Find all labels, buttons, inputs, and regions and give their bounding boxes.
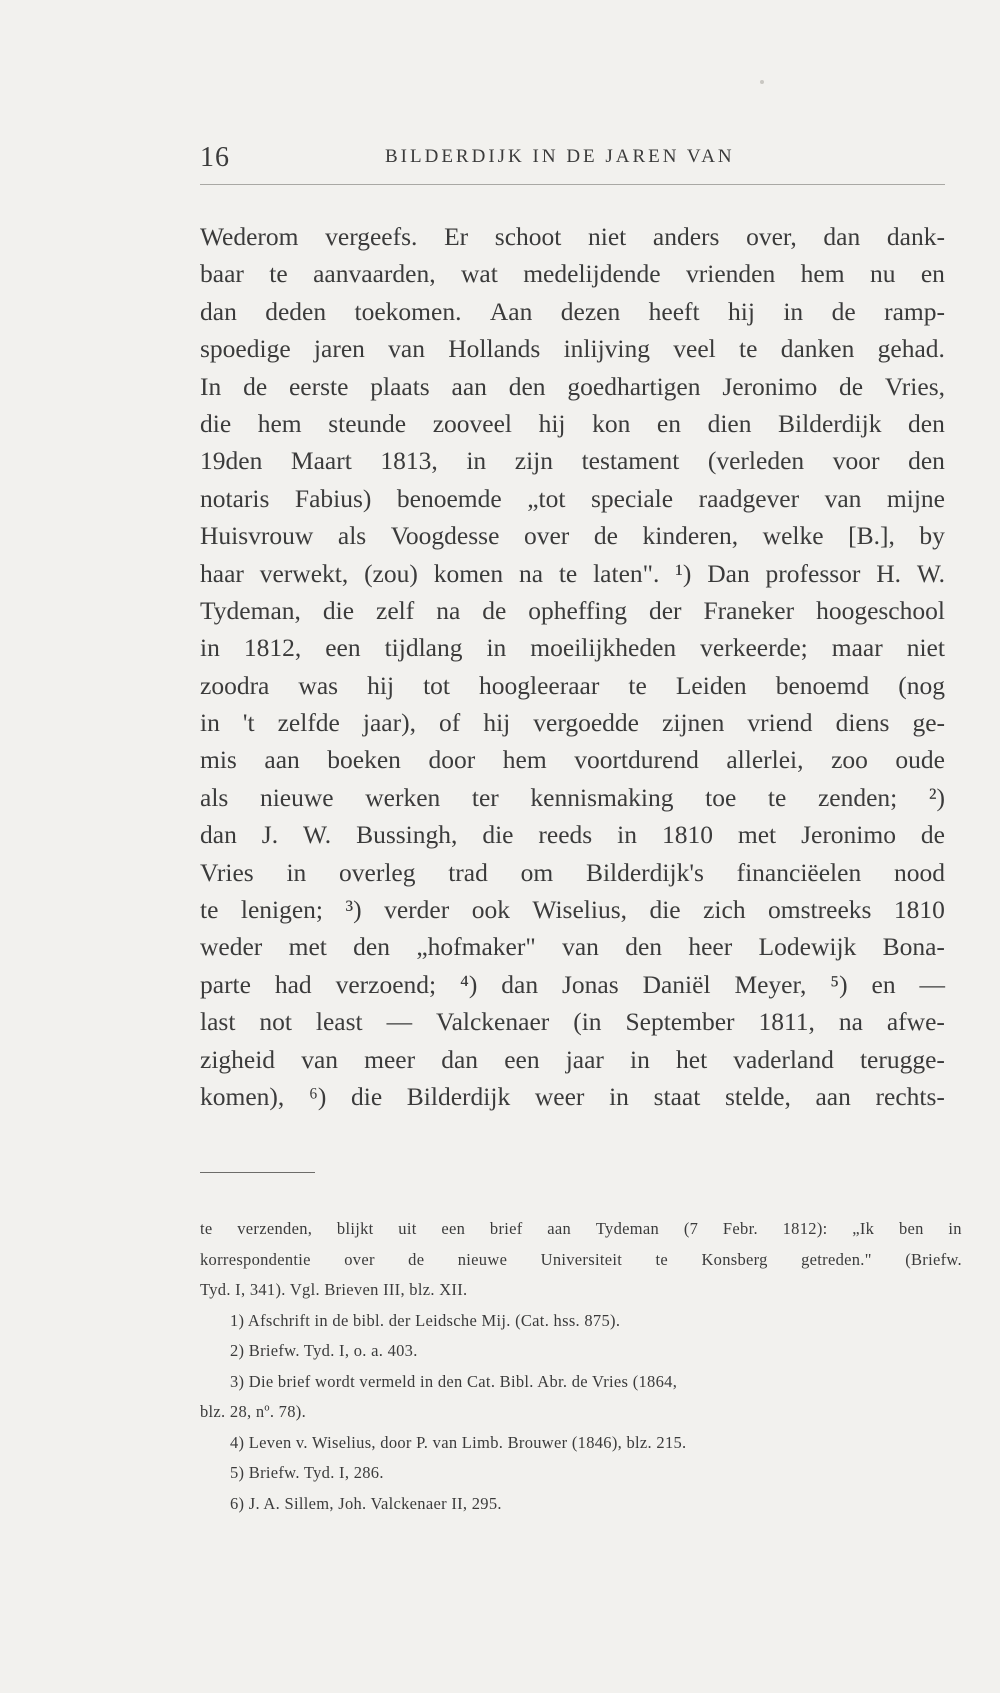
word: spoedige — [200, 334, 291, 364]
word: (7 — [683, 1219, 699, 1238]
footnote-2: 2) Briefw. Tyd. I, o. a. 403. — [230, 1341, 418, 1360]
text-line — [200, 629, 945, 666]
word: kinderen, — [642, 521, 739, 551]
word: te — [200, 1219, 213, 1238]
word: steunde — [328, 408, 407, 438]
word: trad — [448, 857, 488, 887]
word: tijdlang — [384, 633, 463, 663]
word: de — [408, 1249, 425, 1269]
word: om — [520, 857, 554, 887]
text-line — [200, 480, 945, 517]
word: Bona- — [882, 932, 945, 962]
word: Aan — [489, 296, 533, 326]
word: hem — [502, 745, 547, 775]
word: niet — [588, 222, 627, 251]
word: was — [298, 670, 339, 700]
word: ramp- — [884, 296, 945, 326]
word: 19den — [200, 446, 263, 476]
word: nu — [869, 259, 896, 289]
word: Vries — [200, 857, 254, 887]
word: van — [301, 1044, 339, 1074]
word: die — [350, 1081, 383, 1111]
word: schoot — [494, 222, 562, 251]
word: haar — [200, 558, 244, 588]
word: stelde, — [724, 1081, 791, 1111]
page-number: 16 — [200, 142, 230, 173]
word: opheffing — [528, 595, 627, 625]
word: een — [441, 1219, 466, 1238]
word: korrespondentie — [200, 1249, 311, 1269]
word: de — [482, 595, 507, 625]
word: ⁵) — [830, 969, 848, 999]
word: Jonas — [562, 969, 619, 999]
header-rule — [200, 184, 945, 185]
word: aanvaarden, — [313, 259, 436, 289]
word: ben — [898, 1219, 924, 1238]
word: hem — [257, 408, 302, 438]
word: zijnen — [662, 708, 725, 738]
word: gehad. — [877, 334, 945, 364]
word: maar — [831, 633, 883, 663]
word: te — [558, 558, 578, 588]
word: jaar), — [362, 708, 416, 738]
word: Leiden — [675, 670, 747, 700]
word: (nog — [898, 670, 945, 700]
word: H. — [876, 558, 902, 588]
word: vrienden — [686, 259, 776, 289]
word: verkeerde; — [700, 633, 808, 663]
word: verwekt, — [259, 558, 349, 588]
word: deden — [265, 296, 327, 326]
word: laten". — [593, 558, 660, 588]
word: zoodra — [200, 670, 270, 700]
word: te — [200, 895, 219, 925]
text-line — [200, 667, 945, 704]
word: Bilderdijk — [778, 408, 882, 438]
word: ³) — [345, 895, 362, 925]
word: diens — [835, 708, 890, 738]
word: de — [593, 521, 618, 551]
word: die — [649, 895, 681, 925]
word: in — [783, 296, 804, 326]
word: Voogdesse — [390, 521, 500, 551]
word: over, — [746, 222, 797, 251]
word: benoemde — [396, 483, 502, 513]
word: voor — [832, 446, 880, 476]
word: ¹) — [675, 558, 692, 588]
word: brief — [489, 1219, 523, 1238]
word: dien — [707, 408, 752, 438]
word: Universiteit — [540, 1249, 623, 1269]
word: boeken — [327, 745, 401, 775]
word: en — [656, 408, 681, 438]
word: jaren — [313, 334, 365, 364]
word: 1811, — [758, 1007, 815, 1037]
word: zooveel — [432, 408, 512, 438]
word: moeilijkheden — [530, 633, 677, 663]
word: komen), — [200, 1081, 285, 1111]
word: nieuwe — [457, 1249, 508, 1269]
word: Bilderdijk's — [585, 857, 704, 887]
word: not — [259, 1007, 292, 1037]
word: zigheid — [200, 1044, 276, 1074]
word: heeft — [648, 296, 700, 326]
word: Vries, — [884, 371, 945, 401]
word: den — [908, 408, 945, 438]
word: zenden; — [817, 782, 898, 812]
footnote-5: 5) Briefw. Tyd. I, 286. — [230, 1463, 384, 1482]
word: veel — [673, 334, 716, 364]
word: Huisvrouw — [200, 521, 314, 551]
word: de — [243, 371, 268, 401]
word: Meyer, — [734, 969, 807, 999]
word: anders — [652, 222, 720, 251]
word: vaderland — [733, 1044, 834, 1074]
word: hij — [538, 408, 566, 438]
word: die — [200, 408, 232, 438]
text-line — [200, 255, 945, 292]
word: Febr. — [722, 1219, 758, 1238]
word: kennismaking — [530, 782, 674, 812]
word: ook — [471, 895, 510, 925]
footnote-3: 3) Die brief wordt vermeld in den Cat. Bibl. Abr. de Vries (1864, — [230, 1371, 678, 1391]
word: mijne — [886, 483, 945, 513]
word: (verleden — [707, 446, 805, 476]
word: „tot — [527, 483, 566, 513]
word: en — [871, 969, 896, 999]
word: zoo — [831, 745, 868, 775]
word: goedhartigen — [567, 371, 701, 401]
word: van — [824, 483, 862, 513]
word: (zou) — [364, 558, 418, 588]
text-line — [200, 405, 945, 442]
word: zich — [703, 895, 746, 925]
word: voortdurend — [574, 745, 699, 775]
word: hoogleeraar — [479, 670, 600, 700]
footnote-3-continued: blz. 28, nº. 78). — [200, 1402, 306, 1421]
word: verzenden, — [237, 1219, 313, 1238]
footnote-6: 6) J. A. Sillem, Joh. Valckenaer II, 295. — [230, 1493, 502, 1513]
word: rechts- — [875, 1081, 945, 1111]
word: in — [609, 1081, 629, 1111]
word: Er — [444, 222, 469, 251]
word: omstreeks — [768, 895, 872, 925]
word: ⁶) — [308, 1081, 327, 1111]
footnote-rule — [200, 1172, 315, 1173]
text-line — [200, 1003, 945, 1040]
footnote-continued-line-2 — [200, 1245, 962, 1276]
word: de — [920, 820, 945, 850]
word: zelfde — [277, 708, 340, 738]
footnote-continued-line-3: Tyd. I, 341). Vgl. Brieven III, blz. XII. — [200, 1280, 468, 1299]
word: Dan — [707, 558, 750, 588]
text-line — [200, 891, 945, 928]
word: den — [353, 932, 390, 962]
word: den — [508, 371, 546, 401]
word: — — [919, 969, 945, 999]
word: inlijving — [563, 334, 651, 364]
word: vriend — [747, 708, 813, 738]
word: „Ik — [852, 1219, 875, 1238]
word: (in — [573, 1007, 602, 1037]
text-line — [200, 966, 945, 1003]
word: te — [655, 1249, 669, 1269]
word: dank- — [886, 222, 945, 251]
word: verzoend; — [335, 969, 437, 999]
text-line — [200, 779, 945, 816]
word: financiëelen — [736, 857, 862, 887]
text-line — [200, 704, 945, 741]
word: last — [200, 1007, 236, 1037]
word: 1812): — [782, 1219, 828, 1238]
text-line — [200, 293, 945, 330]
word: te — [269, 259, 288, 289]
word: notaris — [200, 483, 270, 513]
word: Maart — [290, 446, 352, 476]
word: verder — [384, 895, 450, 925]
word: in — [948, 1219, 962, 1238]
word: medelijdende — [523, 259, 661, 289]
word: in — [200, 633, 220, 663]
word: ge- — [912, 708, 945, 738]
word: zelf — [376, 595, 415, 625]
text-line — [200, 1078, 945, 1115]
word: testament — [581, 446, 680, 476]
word: ²) — [928, 782, 945, 812]
word: de — [839, 371, 864, 401]
word: plaats — [370, 371, 430, 401]
page-header — [200, 142, 945, 182]
word: kon — [592, 408, 631, 438]
word: over — [344, 1249, 375, 1269]
word: een — [504, 1044, 540, 1074]
word: na — [436, 595, 461, 625]
word: „hofmaker" — [416, 932, 536, 962]
text-line — [200, 218, 945, 255]
word: — — [386, 1007, 413, 1037]
word: 1810 — [661, 820, 713, 850]
word: Bussingh, — [356, 820, 458, 850]
word: 't — [242, 708, 255, 738]
word: danken — [780, 334, 855, 364]
word: die — [322, 595, 355, 625]
word: het — [676, 1044, 708, 1074]
word: Lodewijk — [758, 932, 857, 962]
word: niet — [906, 633, 945, 663]
word: komen — [433, 558, 504, 588]
word: als — [337, 521, 367, 551]
word: blijkt — [336, 1219, 374, 1238]
footnote-4: 4) Leven v. Wiselius, door P. van Limb. Brouwer (1846), blz. 215. — [230, 1432, 687, 1452]
footnote-1: 1) Afschrift in de bibl. der Leidsche Mij. (Cat. hss. 875). — [230, 1310, 621, 1330]
word: of — [439, 708, 461, 738]
word: W. — [916, 558, 945, 588]
word: aan — [264, 745, 300, 775]
word: de — [831, 296, 856, 326]
word: Jeronimo — [801, 820, 896, 850]
word: hij — [483, 708, 511, 738]
word: Fabius) — [294, 483, 372, 513]
word: over — [523, 521, 570, 551]
footnote-continued-line-1 — [200, 1214, 962, 1245]
word: by — [919, 521, 945, 551]
word: in — [466, 446, 487, 476]
word: aan — [815, 1081, 851, 1111]
word: dan — [200, 820, 237, 850]
word: heer — [688, 932, 733, 962]
text-line — [200, 517, 945, 554]
word: in — [617, 820, 638, 850]
word: vergoedde — [533, 708, 640, 738]
word: least — [315, 1007, 363, 1037]
word: In — [200, 371, 222, 401]
word: wat — [460, 259, 498, 289]
word: toe — [705, 782, 737, 812]
word: dezen — [560, 296, 621, 326]
word: dan — [823, 222, 861, 251]
word: benoemd — [775, 670, 870, 700]
text-line — [200, 442, 945, 479]
word: baar — [200, 259, 244, 289]
word: na — [518, 558, 544, 588]
text-line — [200, 330, 945, 367]
word: in — [630, 1044, 650, 1074]
word: een — [325, 633, 361, 663]
word: parte — [200, 969, 251, 999]
word: weder — [200, 932, 263, 962]
word: werken — [365, 782, 441, 812]
word: Hollands — [448, 334, 541, 364]
word: meer — [364, 1044, 416, 1074]
word: had — [274, 969, 312, 999]
running-head: BILDERDIJK IN DE JAREN VAN — [385, 146, 735, 167]
word: 1810 — [893, 895, 945, 925]
word: raadgever — [698, 483, 800, 513]
word: hij — [367, 670, 395, 700]
word: dan — [501, 969, 539, 999]
word: eerste — [288, 371, 349, 401]
word: den — [625, 932, 663, 962]
text-line — [200, 741, 945, 778]
word: in — [486, 633, 507, 663]
word: welke — [762, 521, 824, 551]
word: allerlei, — [726, 745, 804, 775]
word: met — [288, 932, 327, 962]
footnotes — [200, 1214, 970, 1519]
word: Wiselius, — [532, 895, 627, 925]
word: terugge- — [859, 1044, 945, 1074]
word: overleg — [339, 857, 416, 887]
word: [B.], — [848, 521, 895, 551]
word: den — [908, 446, 945, 476]
text-line — [200, 592, 945, 629]
text-line — [200, 854, 945, 891]
word: mis — [200, 745, 237, 775]
word: 1813, — [380, 446, 438, 476]
word: Tydeman — [595, 1219, 660, 1238]
text-line — [200, 555, 945, 592]
word: speciale — [590, 483, 674, 513]
word: hem — [800, 259, 845, 289]
word: Franeker — [703, 595, 795, 625]
word: Konsberg — [701, 1249, 768, 1269]
word: Wederom — [200, 222, 299, 251]
word: nood — [893, 857, 945, 887]
word: W. — [303, 820, 332, 850]
word: nieuwe — [259, 782, 334, 812]
word: Jeronimo — [722, 371, 818, 401]
word: Valckenaer — [436, 1007, 550, 1037]
word: te — [767, 782, 787, 812]
word: (Briefw. — [905, 1249, 962, 1269]
word: afwe- — [886, 1007, 945, 1037]
word: weer — [534, 1081, 585, 1111]
word: uit — [398, 1219, 417, 1238]
word: die — [482, 820, 514, 850]
word: reeds — [538, 820, 593, 850]
word: aan — [547, 1219, 572, 1238]
word: der — [648, 595, 682, 625]
word: in — [200, 708, 220, 738]
word: lenigen; — [240, 895, 324, 925]
text-line — [200, 928, 945, 965]
word: van — [562, 932, 599, 962]
text-line — [200, 1041, 945, 1078]
word: en — [920, 259, 945, 289]
word: Tydeman, — [200, 595, 301, 625]
word: hoogeschool — [816, 595, 945, 625]
word: aan — [451, 371, 487, 401]
word: oude — [895, 745, 945, 775]
word: jaar — [565, 1044, 604, 1074]
word: September — [625, 1007, 735, 1037]
word: getreden." — [801, 1249, 872, 1269]
word: dan — [441, 1044, 479, 1074]
word: hij — [728, 296, 755, 326]
paper-speck — [760, 80, 764, 84]
text-line — [200, 368, 945, 405]
word: tot — [423, 670, 450, 700]
word: J. — [261, 820, 279, 850]
word: te — [628, 670, 647, 700]
word: van — [388, 334, 425, 364]
word: dan — [200, 296, 237, 326]
word: Daniël — [642, 969, 711, 999]
body-text — [200, 218, 945, 1115]
word: 1812, — [243, 633, 302, 663]
word: professor — [765, 558, 861, 588]
word: na — [838, 1007, 863, 1037]
word: als — [200, 782, 229, 812]
word: vergeefs. — [325, 222, 418, 251]
word: ⁴) — [460, 969, 478, 999]
text-line — [200, 816, 945, 853]
word: Bilderdijk — [406, 1081, 511, 1111]
word: te — [739, 334, 758, 364]
word: ter — [471, 782, 499, 812]
word: door — [428, 745, 476, 775]
word: toekomen. — [354, 296, 462, 326]
word: zijn — [514, 446, 553, 476]
word: in — [286, 857, 307, 887]
word: staat — [653, 1081, 701, 1111]
word: met — [737, 820, 777, 850]
